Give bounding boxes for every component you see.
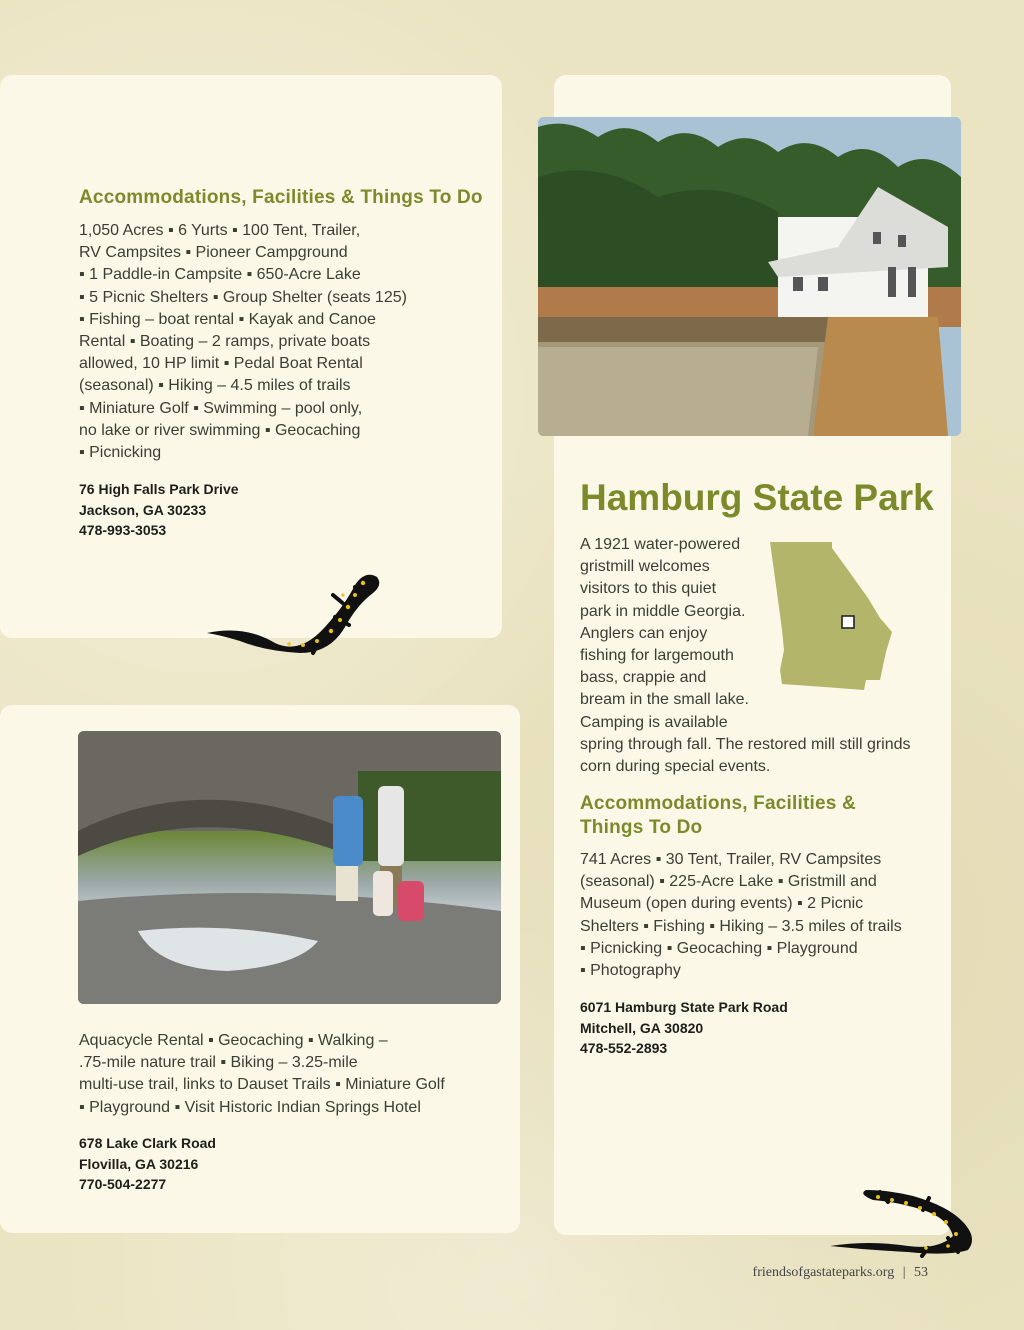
bottom-left-address	[79, 1133, 216, 1195]
amenity-line: multi-use trail, links to Dauset Trails ▪ Miniature Golf	[79, 1076, 445, 1094]
page-footer	[753, 1265, 928, 1281]
hamburg-amenities-heading	[580, 792, 856, 840]
intro-line: gristmill welcomes	[580, 558, 710, 576]
amenity-line: ▪ 5 Picnic Shelters ▪ Group Shelter (seats 125)	[79, 288, 407, 306]
amenity-line: ▪ Picnicking	[79, 444, 162, 462]
salamander-icon	[828, 1188, 983, 1258]
gristmill-photo	[538, 117, 961, 436]
amenity-line: Shelters ▪ Fishing ▪ Hiking – 3.5 miles of trails	[580, 917, 902, 935]
amenity-line: Rental ▪ Boating – 2 ramps, private boats	[79, 333, 371, 351]
heading-line: Accommodations, Facilities &	[580, 793, 856, 814]
street-address: 6071 Hamburg State Park Road	[580, 999, 788, 1015]
amenity-line: ▪ Photography	[580, 962, 681, 980]
georgia-map-icon	[768, 540, 894, 692]
intro-line: spring through fall. The restored mill still grinds	[580, 735, 911, 753]
intro-line: bass, crappie and	[580, 669, 707, 687]
amenity-line: (seasonal) ▪ Hiking – 4.5 miles of trails	[79, 377, 351, 395]
intro-line: bream in the small lake.	[580, 691, 749, 709]
amenity-line: ▪ Fishing – boat rental ▪ Kayak and Canoe	[79, 310, 376, 328]
intro-line: visitors to this quiet	[580, 580, 717, 598]
hamburg-amenities	[580, 849, 940, 982]
city-state-zip: Jackson, GA 30233	[79, 501, 207, 518]
intro-line: fishing for largemouth	[580, 647, 734, 665]
city-state-zip: Flovilla, GA 30216	[79, 1155, 199, 1172]
top-left-heading: Accommodations, Facilities & Things To Do	[79, 187, 483, 208]
top-left-address	[79, 479, 239, 541]
intro-line: corn during special events.	[580, 758, 771, 776]
salamander-icon	[205, 565, 385, 660]
amenity-line: ▪ Playground ▪ Visit Historic Indian Springs Hotel	[79, 1098, 421, 1116]
amenity-line: Aquacycle Rental ▪ Geocaching ▪ Walking –	[79, 1032, 388, 1049]
city-state-zip: Mitchell, GA 30820	[580, 1019, 704, 1036]
amenity-line: RV Campsites ▪ Pioneer Campground	[79, 244, 348, 262]
amenity-line: ▪ 1 Paddle-in Campsite ▪ 650-Acre Lake	[79, 266, 361, 284]
intro-line: Anglers can enjoy	[580, 624, 708, 642]
park-location-marker-icon	[842, 616, 854, 628]
footer-separator: |	[902, 1265, 906, 1280]
heading-line: Things To Do	[580, 817, 703, 838]
creek-bridge-photo	[78, 731, 501, 1004]
amenity-line: .75-mile nature trail ▪ Biking – 3.25-mile	[79, 1054, 358, 1072]
park-title: Hamburg State Park	[580, 477, 934, 518]
amenity-line: no lake or river swimming ▪ Geocaching	[79, 421, 361, 439]
phone-number: 770-504-2277	[79, 1176, 167, 1192]
street-address: 678 Lake Clark Road	[79, 1135, 216, 1151]
amenity-line: (seasonal) ▪ 225-Acre Lake ▪ Gristmill and	[580, 873, 877, 891]
website-link[interactable]: friendsofgastateparks.org	[752, 1265, 895, 1280]
phone-number: 478-552-2893	[580, 1040, 668, 1056]
intro-line: A 1921 water-powered	[580, 536, 741, 553]
hamburg-address	[580, 997, 788, 1059]
amenity-line: ▪ Picnicking ▪ Geocaching ▪ Playground	[580, 939, 858, 957]
intro-line: park in middle Georgia.	[580, 602, 746, 620]
page-number: 53	[914, 1265, 928, 1280]
top-left-amenities	[79, 220, 499, 464]
bottom-left-amenities	[79, 1030, 509, 1119]
amenity-line: ▪ Miniature Golf ▪ Swimming – pool only,	[79, 399, 363, 417]
amenity-line: 1,050 Acres ▪ 6 Yurts ▪ 100 Tent, Trailer,	[79, 222, 361, 239]
amenity-line: allowed, 10 HP limit ▪ Pedal Boat Rental	[79, 355, 363, 373]
amenity-line: Museum (open during events) ▪ 2 Picnic	[580, 895, 864, 913]
amenity-line: 741 Acres ▪ 30 Tent, Trailer, RV Campsites	[580, 851, 882, 868]
street-address: 76 High Falls Park Drive	[79, 481, 239, 497]
intro-line: Camping is available	[580, 713, 728, 731]
phone-number: 478-993-3053	[79, 522, 167, 538]
